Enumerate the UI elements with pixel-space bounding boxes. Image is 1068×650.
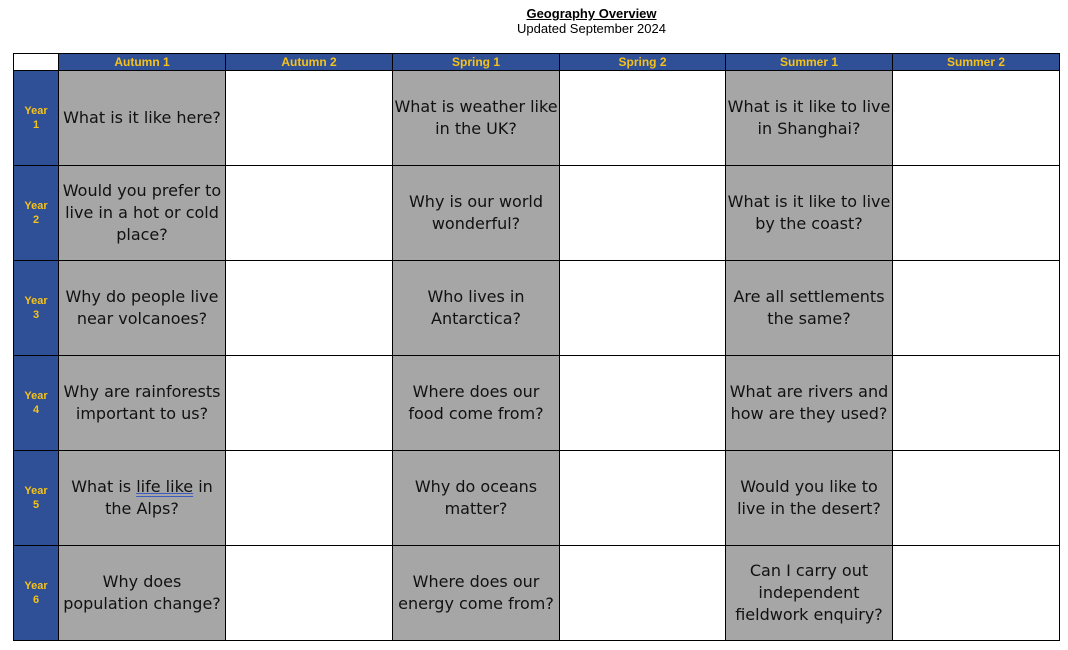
table-row	[14, 71, 1060, 166]
topic-cell-summer-1: What are rivers and how are they used?	[726, 356, 893, 451]
table-row	[14, 546, 1060, 641]
year-label: Year 2	[14, 166, 59, 261]
year-label: Year 6	[14, 546, 59, 641]
topic-cell-spring-1: Why is our world wonderful?	[393, 166, 560, 261]
empty-cell-summer-2	[893, 71, 1060, 166]
year-label: Year 1	[14, 71, 59, 166]
empty-cell-summer-2	[893, 166, 1060, 261]
topic-cell-autumn-1: Why do people live near volcanoes?	[59, 261, 226, 356]
empty-cell-autumn-2	[226, 546, 393, 641]
topic-cell-summer-1: What is it like to live by the coast?	[726, 166, 893, 261]
topic-cell-autumn-1: Why does population change?	[59, 546, 226, 641]
topic-cell-autumn-1: Would you prefer to live in a hot or cold place?	[59, 166, 226, 261]
header-summer-1: Summer 1	[726, 54, 893, 71]
document-title: Geography Overview	[526, 6, 657, 21]
empty-cell-spring-2	[560, 166, 726, 261]
spellcheck-underlined-text: life like	[136, 477, 194, 496]
table-row	[14, 261, 1060, 356]
topic-cell-autumn-1: What is life like in the Alps?	[59, 451, 226, 546]
topic-cell-spring-1: Who lives in Antarctica?	[393, 261, 560, 356]
header-autumn-1: Autumn 1	[59, 54, 226, 71]
empty-cell-autumn-2	[226, 166, 393, 261]
empty-cell-spring-2	[560, 356, 726, 451]
table-row	[14, 166, 1060, 261]
topic-cell-spring-1: Why do oceans matter?	[393, 451, 560, 546]
empty-cell-summer-2	[893, 546, 1060, 641]
topic-cell-summer-1: Are all settlements the same?	[726, 261, 893, 356]
geography-overview-table	[13, 53, 1060, 641]
empty-cell-autumn-2	[226, 451, 393, 546]
document-subtitle: Updated September 2024	[517, 21, 666, 36]
empty-cell-autumn-2	[226, 261, 393, 356]
header-summer-2: Summer 2	[893, 54, 1060, 71]
empty-cell-spring-2	[560, 71, 726, 166]
topic-cell-autumn-1: Why are rainforests important to us?	[59, 356, 226, 451]
topic-cell-spring-1: Where does our food come from?	[393, 356, 560, 451]
empty-cell-spring-2	[560, 261, 726, 356]
empty-cell-summer-2	[893, 356, 1060, 451]
topic-cell-spring-1: What is weather like in the UK?	[393, 71, 560, 166]
header-spring-2: Spring 2	[560, 54, 726, 71]
document-heading	[0, 6, 1068, 36]
year-label: Year 3	[14, 261, 59, 356]
empty-cell-spring-2	[560, 451, 726, 546]
year-label: Year 5	[14, 451, 59, 546]
table-row	[14, 356, 1060, 451]
topic-cell-summer-1: Can I carry out independent fieldwork enquiry?	[726, 546, 893, 641]
header-autumn-2: Autumn 2	[226, 54, 393, 71]
topic-cell-summer-1: What is it like to live in Shanghai?	[726, 71, 893, 166]
empty-cell-summer-2	[893, 451, 1060, 546]
header-row	[14, 54, 1060, 71]
topic-cell-autumn-1: What is it like here?	[59, 71, 226, 166]
empty-cell-autumn-2	[226, 71, 393, 166]
empty-cell-autumn-2	[226, 356, 393, 451]
header-spring-1: Spring 1	[393, 54, 560, 71]
topic-cell-spring-1: Where does our energy come from?	[393, 546, 560, 641]
topic-cell-summer-1: Would you like to live in the desert?	[726, 451, 893, 546]
header-corner-cell	[14, 54, 59, 71]
year-label: Year 4	[14, 356, 59, 451]
empty-cell-summer-2	[893, 261, 1060, 356]
empty-cell-spring-2	[560, 546, 726, 641]
table-row	[14, 451, 1060, 546]
